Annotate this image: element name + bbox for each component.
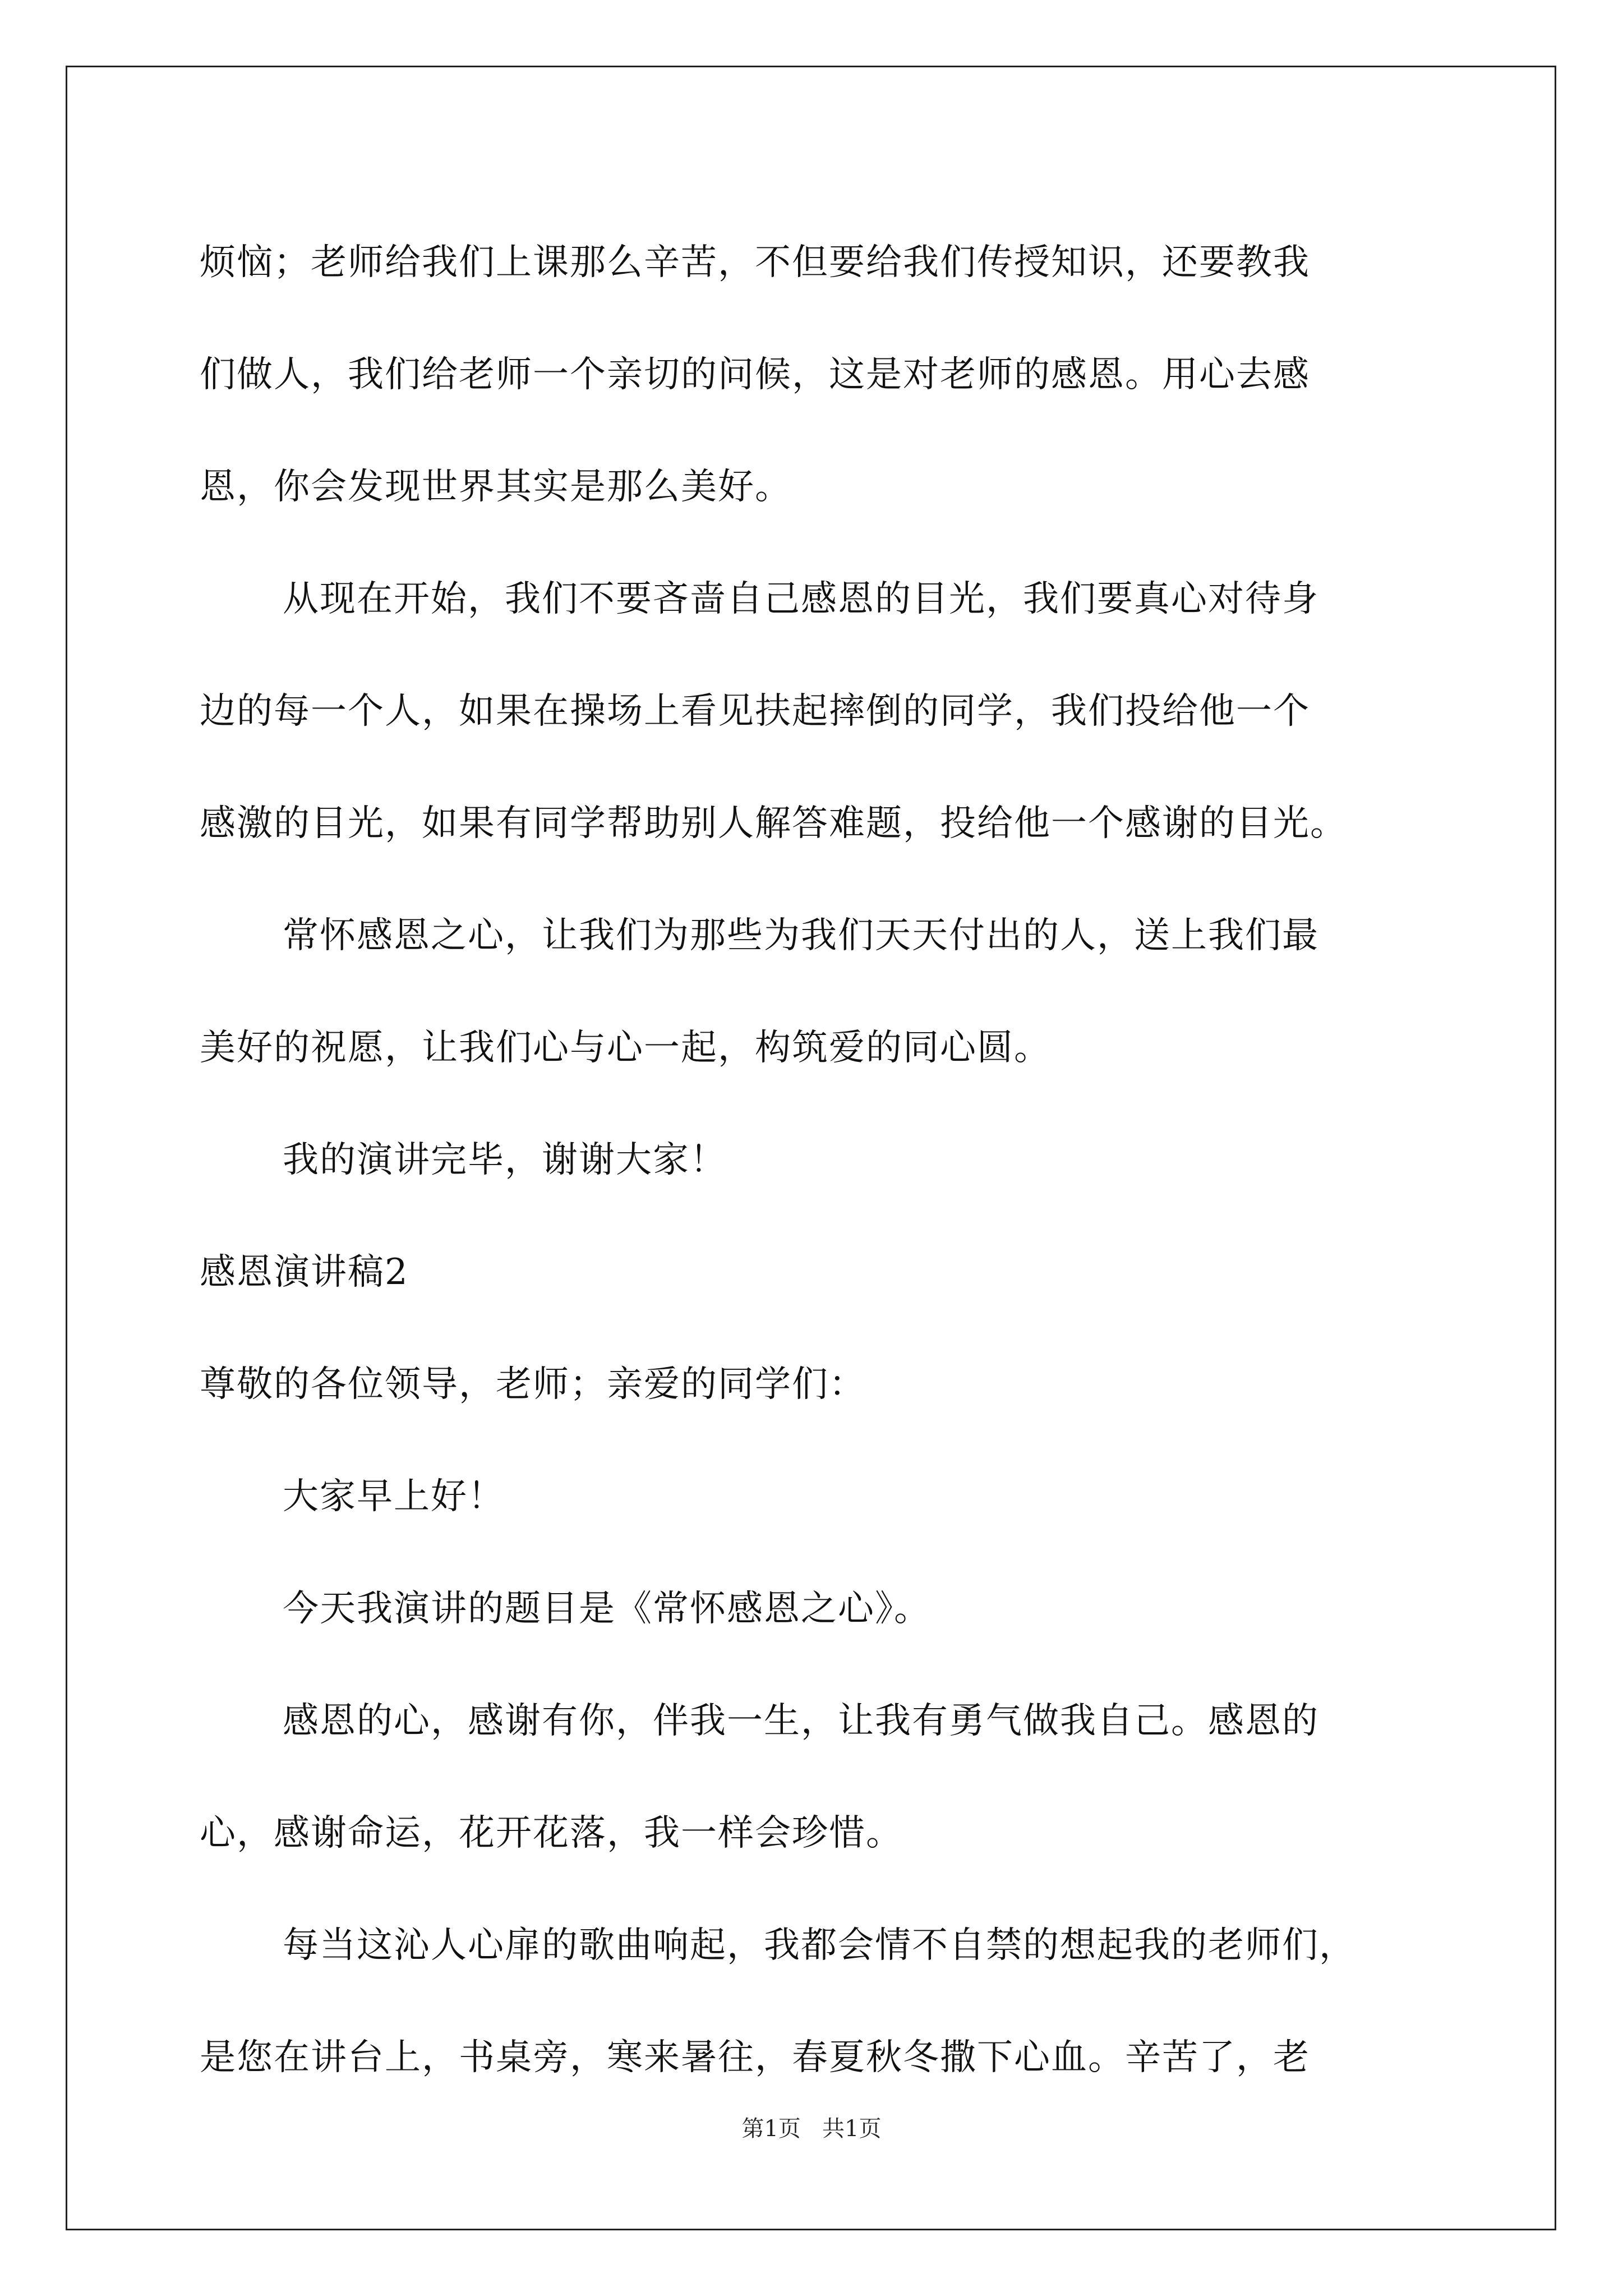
text-line: 美好的祝愿，让我们心与心一起，构筑爱的同心圆。 [200, 1027, 1051, 1069]
text-line: 心，感谢命运，花开花落，我一样会珍惜。 [200, 1812, 903, 1854]
text-line: 感激的目光，如果有同学帮助别人解答难题，投给他一个感谢的目光。 [200, 803, 1347, 844]
document-body [200, 206, 1433, 2114]
salutation-line: 尊敬的各位领导，老师；亲爱的同学们： [200, 1364, 866, 1405]
paragraph-start-line: 常怀感恩之心，让我们为那些为我们天天付出的人，送上我们最 [283, 915, 1319, 956]
section-heading: 感恩演讲稿2 [200, 1251, 409, 1293]
paragraph-start-line: 从现在开始，我们不要吝啬自己感恩的目光，我们要真心对待身 [283, 578, 1319, 620]
paragraph-start-line: 每当这沁人心扉的歌曲响起，我都会情不自禁的想起我的老师们， [283, 1925, 1356, 1966]
greeting-line: 大家早上好！ [283, 1476, 505, 1517]
closing-line: 我的演讲完毕，谢谢大家！ [283, 1139, 727, 1181]
text-line: 恩，你会发现世界其实是那么美好。 [200, 466, 792, 508]
text-line: 烦恼；老师给我们上课那么辛苦，不但要给我们传授知识，还要教我 [200, 242, 1310, 283]
text-line: 边的每一个人，如果在操场上看见扶起摔倒的同学，我们投给他一个 [200, 691, 1310, 732]
text-line: 是您在讲台上，书桌旁，寒来暑往，春夏秋冬撒下心血。辛苦了，老 [200, 2037, 1310, 2078]
text-line: 们做人，我们给老师一个亲切的问候，这是对老师的感恩。用心去感 [200, 354, 1310, 395]
paragraph-start-line: 感恩的心，感谢有你，伴我一生，让我有勇气做我自己。感恩的 [283, 1700, 1319, 1742]
paragraph-start-line: 今天我演讲的题目是《常怀感恩之心》。 [283, 1588, 931, 1630]
page-footer: 第1页 共1页 [741, 2116, 882, 2142]
